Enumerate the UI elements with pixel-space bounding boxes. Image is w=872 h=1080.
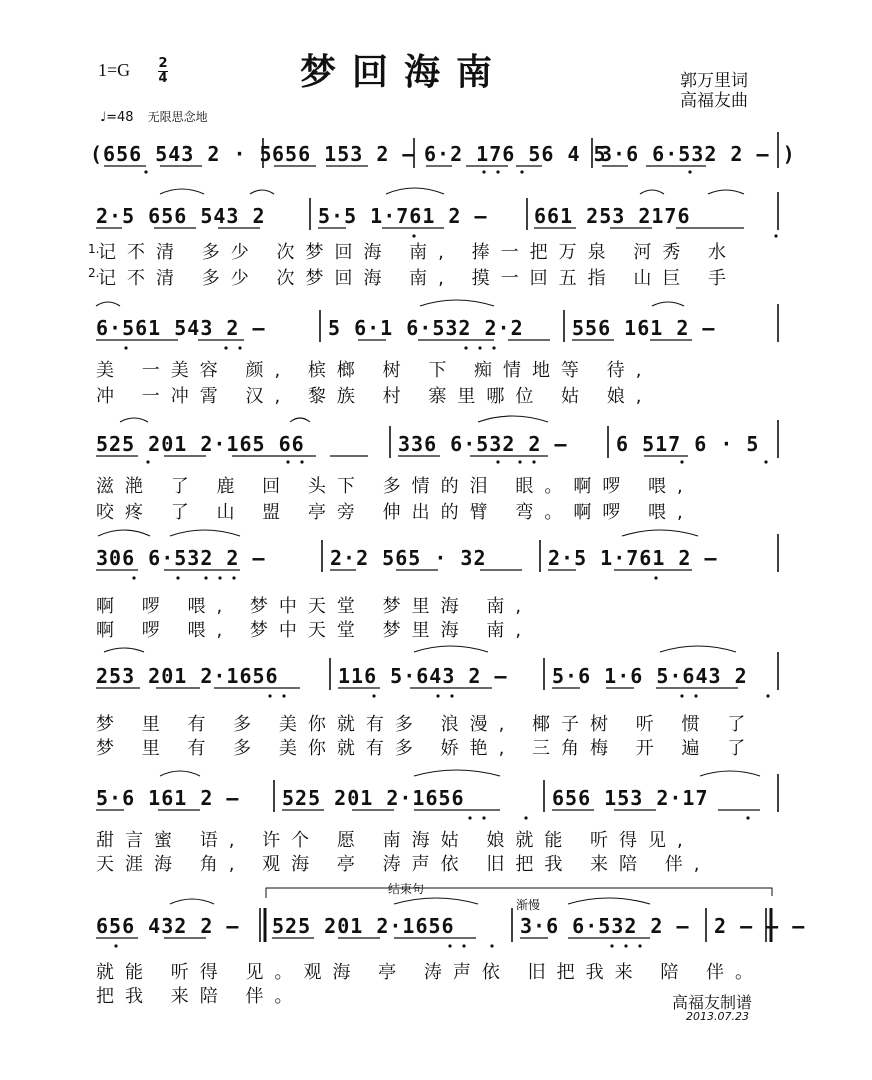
time-signature-bottom: 4 [158, 71, 168, 86]
notes-s6-m3: 5·6 1·6 5·643 2 [552, 664, 748, 688]
notes-s2-m1: 2·5 656 543 2 [96, 204, 266, 228]
notes-s8-m2: 525 201 2·1656 [272, 914, 455, 938]
notes-s4-m3: 6 517 6 · 5 [616, 432, 760, 456]
notes-s4-m2: 336 6·532 2 – [398, 432, 568, 456]
lyrics-s4-v1: 滋滟 了 鹿 回 头下 多情的泪 眼。啊啰 喂, [96, 476, 694, 497]
notes-s2-m3: 661 253 2176 [534, 204, 691, 228]
lyrics-s6-v1: 梦 里 有 多 美你就有多 浪漫, 椰子树 听 惯 了 [96, 714, 757, 735]
lyrics-s2-v2: 记不清 多少 次梦回海 南, 摸一回五指 山巨 手 [98, 268, 738, 289]
lyrics-s5-v2: 啊 啰 喂, 梦中天堂 梦里海 南, [96, 620, 533, 641]
notes-s5-m3: 2·5 1·761 2 – [548, 546, 718, 570]
lyrics-s2-v1: 记不清 多少 次梦回海 南, 捧一把万泉 河秀 水 [98, 242, 738, 263]
score-maker: 高福友制谱 [672, 993, 753, 1012]
notes-s1-m3: 6·2 176 56 4 5 [424, 142, 607, 166]
notes-s8-m3: 3·6 6·532 2 – [520, 914, 690, 938]
notes-s1-m4: 3·6 6·532 2 – ) [600, 142, 796, 166]
lyrics-s7-v1: 甜言蜜 语, 许个 愿 南海姑 娘就能 听得见, [96, 830, 694, 851]
ending-bracket [266, 888, 772, 898]
ending-label: 结束句 [388, 882, 425, 896]
notes-s2-m2: 5·5 1·761 2 – [318, 204, 488, 228]
notes-s4-m1: 525 201 2·165 66 [96, 432, 305, 456]
notes-s8-m4: 2 – – – [714, 914, 806, 938]
lyrics-s7-v2: 天涯海 角, 观海 亭 涛声依 旧把我 来陪 伴, [96, 854, 711, 875]
verse-mark-1: 1. [88, 242, 100, 256]
verse-mark-2: 2. [88, 266, 100, 280]
notes-s1-m1: (656 543 2 · 5 [90, 142, 273, 166]
lyrics-s5-v1: 啊 啰 喂, 梦中天堂 梦里海 南, [96, 596, 533, 617]
composer-credit: 高福友曲 [680, 91, 748, 111]
notes-s7-m1: 5·6 161 2 – [96, 786, 240, 810]
notes-s5-m2: 2·2 565 · 32 [330, 546, 487, 570]
lyrics-s6-v2: 梦 里 有 多 美你就有多 娇艳, 三角梅 开 遍 了 [96, 738, 757, 759]
notes-s7-m2: 525 201 2·1656 [282, 786, 465, 810]
notes-s1-m2: 656 153 2 – [272, 142, 416, 166]
expression-marking: 无限思念地 [147, 110, 208, 124]
lyrics-s3-v1: 美 一美容 颜, 槟榔 树 下 痴情地等 待, [96, 360, 653, 381]
lyrics-s4-v2: 咬疼 了 山 盟 亭旁 伸出的臂 弯。啊啰 喂, [96, 502, 694, 523]
song-title: 梦回海南 [300, 52, 509, 93]
notes-s8-m1: 656 432 2 – [96, 914, 240, 938]
notes-s7-m3: 656 153 2·17 [552, 786, 709, 810]
notes-s3-m2: 5 6·1 6·532 2·2 [328, 316, 524, 340]
notes-s5-m1: 306 6·532 2 – [96, 546, 266, 570]
time-signature-top: 2 [158, 56, 168, 71]
notes-s3-m1: 6·561 543 2 – [96, 316, 266, 340]
tempo-value: ♩=48 [100, 110, 134, 125]
lyricist-credit: 郭万里词 [680, 71, 748, 91]
score-date: 2013.07.23 [686, 1010, 749, 1023]
lyrics-s3-v2: 冲 一冲霄 汉, 黎族 村 寨里哪位 姑 娘, [96, 386, 653, 407]
lyrics-s8-v1: 就能 听得 见。观海 亭 涛声依 旧把我来 陪 伴。 [96, 962, 765, 983]
key-signature: 1=G [98, 60, 131, 80]
ritardando-marking: 渐慢 [516, 898, 541, 912]
notes-s6-m2: 116 5·643 2 – [338, 664, 508, 688]
lyrics-s8-v2: 把我 来陪 伴。 [96, 986, 304, 1007]
notes-s3-m3: 556 161 2 – [572, 316, 716, 340]
notes-s6-m1: 253 201 2·1656 [96, 664, 279, 688]
